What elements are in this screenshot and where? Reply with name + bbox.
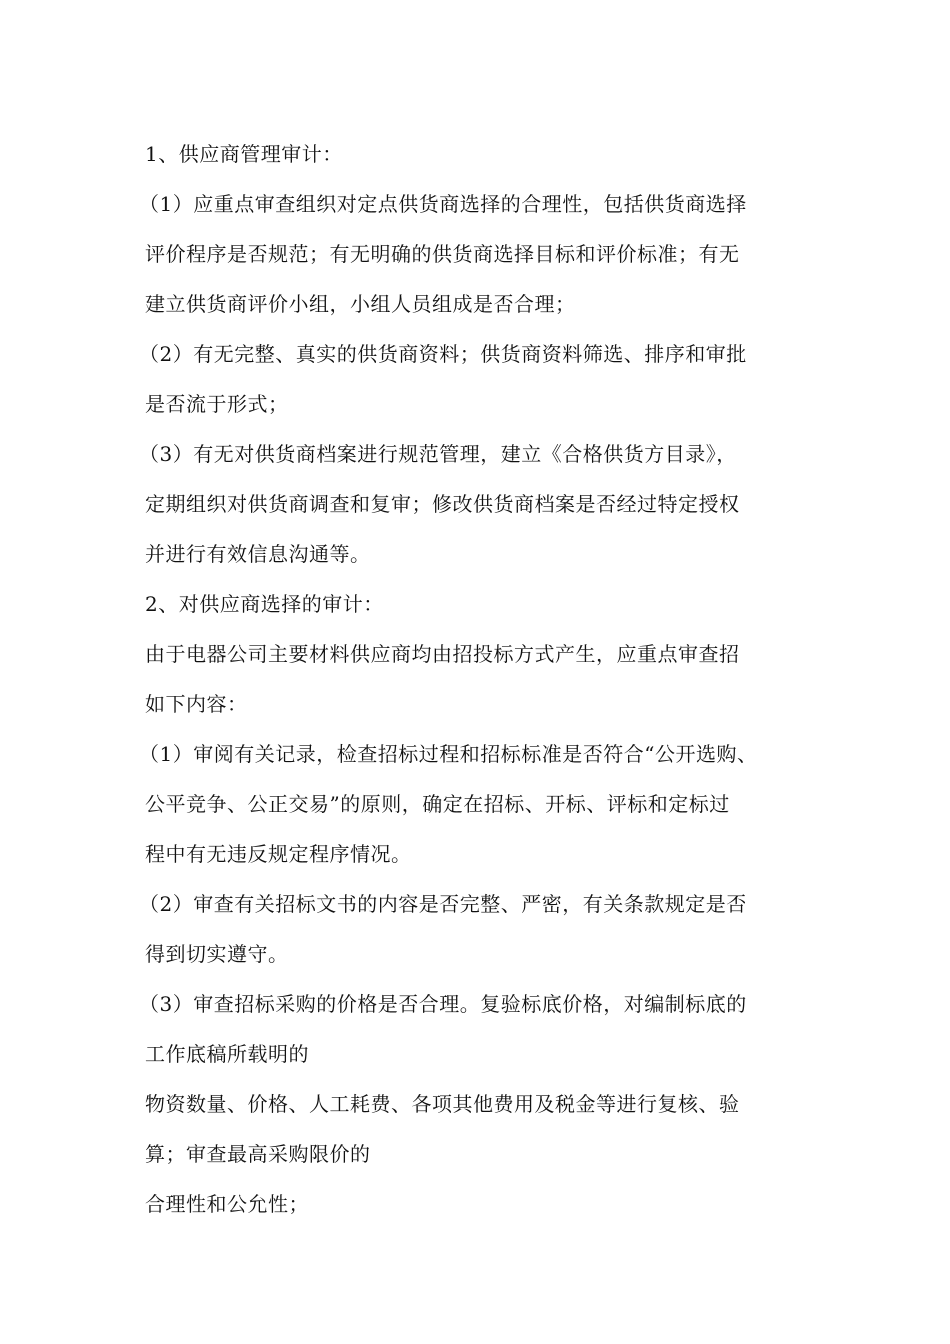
section-heading-supplier-selection: 2、对供应商选择的审计： xyxy=(145,592,384,616)
paragraph-line: 建立供货商评价小组，小组人员组成是否合理； xyxy=(145,292,576,316)
paragraph-line: （3）审查招标采购的价格是否合理。复验标底价格，对编制标底的 xyxy=(139,992,747,1016)
paragraph-line: （2）有无完整、真实的供货商资料；供货商资料筛选、排序和审批 xyxy=(139,342,747,366)
paragraph-line: 得到切实遵守。 xyxy=(145,942,289,966)
paragraph-line: 如下内容： xyxy=(145,692,248,716)
paragraph-line: 公平竞争、公正交易”的原则，确定在招标、开标、评标和定标过 xyxy=(145,792,730,816)
paragraph-line: 评价程序是否规范；有无明确的供货商选择目标和评价标准；有无 xyxy=(145,242,740,266)
paragraph-line: 并进行有效信息沟通等。 xyxy=(145,542,371,566)
paragraph-line: （2）审查有关招标文书的内容是否完整、严密，有关条款规定是否 xyxy=(139,892,747,916)
paragraph-line: 物资数量、价格、人工耗费、各项其他费用及税金等进行复核、验 xyxy=(145,1092,740,1116)
document-body xyxy=(139,129,845,1229)
section-heading-supplier-management: 1、供应商管理审计： xyxy=(145,142,343,166)
paragraph-line: （1）审阅有关记录，检查招标过程和招标标准是否符合“公开选购、 xyxy=(139,742,758,766)
paragraph-line: 程中有无违反规定程序情况。 xyxy=(145,842,412,866)
paragraph-line: 由于电器公司主要材料供应商均由招投标方式产生，应重点审查招 xyxy=(145,642,740,666)
paragraph-line: 算；审查最高采购限价的 xyxy=(145,1142,371,1166)
paragraph-line: 定期组织对供货商调查和复审；修改供货商档案是否经过特定授权 xyxy=(145,492,740,516)
paragraph-line: 是否流于形式； xyxy=(145,392,289,416)
paragraph-line: 工作底稿所载明的 xyxy=(145,1042,309,1066)
paragraph-line: （1）应重点审查组织对定点供货商选择的合理性，包括供货商选择 xyxy=(139,192,747,216)
paragraph-line: 合理性和公允性； xyxy=(145,1192,309,1216)
paragraph-line: （3）有无对供货商档案进行规范管理，建立《合格供货方目录》， xyxy=(139,442,737,466)
